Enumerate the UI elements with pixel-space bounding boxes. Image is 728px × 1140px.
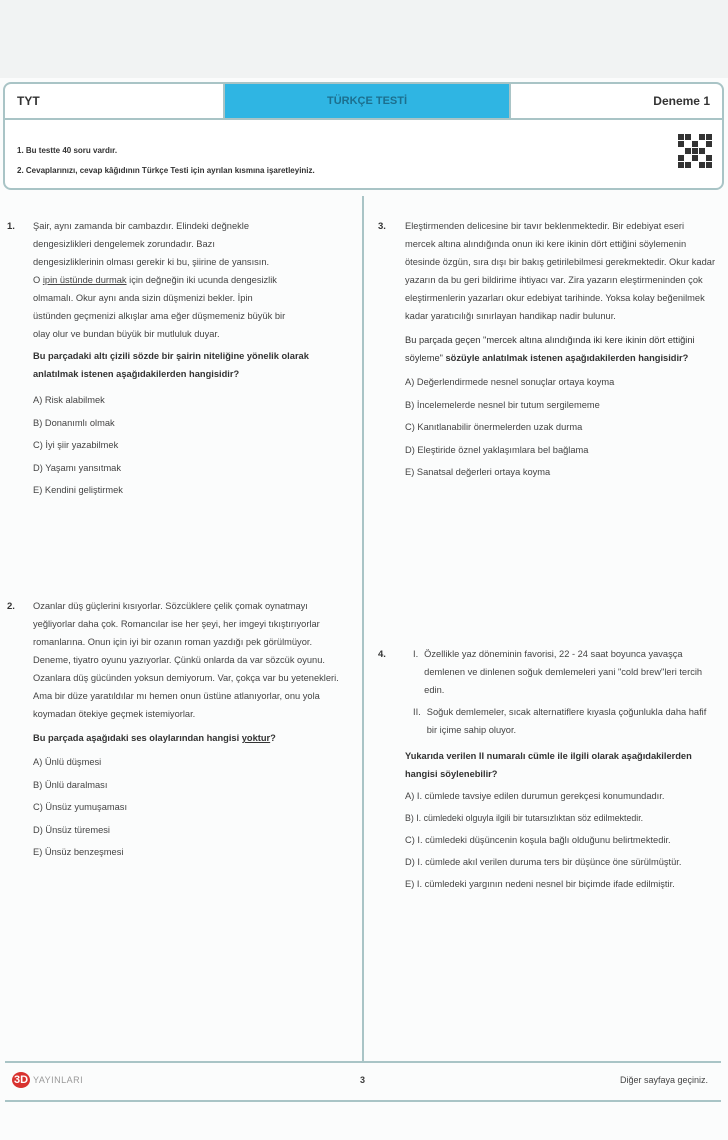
option-e[interactable]: E) Ünsüz benzeşmesi	[33, 847, 124, 857]
option-d[interactable]: D) I. cümlede akıl verilen duruma ters bir düşünce öne sürülmüştür.	[405, 857, 682, 867]
question-3	[405, 217, 717, 484]
passage-line: olay olur ve bundan büyük bir mutluluk duyar.	[33, 329, 220, 339]
statement-text: Özellikle yaz döneminin favorisi, 22 - 24 saat boyunca yavaşça demlenen ve dinlenen soğuk demlemeleri yani "cold brew"leri tercih edin.	[424, 649, 703, 695]
text: O	[33, 275, 43, 285]
passage-line: dengesizlikleri dengelemek zorundadır. Bazı	[33, 239, 215, 249]
test-title: TÜRKÇE TESTİ	[223, 84, 511, 118]
publisher-name: YAYINLARI	[33, 1075, 84, 1085]
text: Bu parçada aşağıdaki ses olaylarından hangisi	[33, 733, 242, 743]
option-c[interactable]: C) Ünsüz yumuşaması	[33, 802, 128, 812]
option-b[interactable]: B) Ünlü daralması	[33, 779, 108, 790]
option-a[interactable]: A) Ünlü düşmesi	[33, 757, 102, 767]
question-1	[33, 217, 353, 502]
statement-2	[413, 703, 718, 739]
page-number: 3	[360, 1075, 366, 1085]
header-row	[5, 84, 722, 120]
statement-text: Soğuk demlemeler, sıcak alternatiflere kıyasla çoğunlukla daha hafif bir içime sahip oluyor.	[426, 707, 707, 735]
passage-line: olmamalı. Okur aynı anda sizin düşmenizi bekler. İpin	[33, 293, 253, 303]
publisher-logo	[12, 1072, 83, 1088]
trial-number: Deneme 1	[653, 94, 710, 108]
question-2	[33, 597, 351, 864]
option-c[interactable]: C) I. cümledeki düşüncenin koşula bağlı olduğunu belirtmektedir.	[405, 835, 671, 845]
statement-1	[413, 645, 718, 699]
option-b[interactable]: B) I. cümledeki olguyla ilgili bir tutarsızlıktan söz edilmektedir.	[405, 813, 644, 823]
footer-top-rule	[5, 1061, 721, 1063]
underlined-word: yoktur	[241, 733, 271, 743]
passage-line	[33, 271, 353, 289]
passage-line: Şair, aynı zamanda bir cambazdır. Elindeki değnekle	[33, 221, 250, 231]
option-c[interactable]: C) İyi şiir yazabilmek	[33, 440, 119, 450]
option-d[interactable]: D) Eleştiride öznel yaklaşımlara bel bağlama	[405, 444, 589, 455]
option-d[interactable]: D) Ünsüz türemesi	[33, 824, 110, 835]
logo-mark: 3D	[13, 1074, 29, 1086]
question-stem	[33, 729, 351, 747]
statement-number: II.	[413, 707, 421, 717]
test-header	[3, 82, 724, 190]
passage: Ozanlar düş güçlerini kısıyorlar. Sözcüklere çelik çomak oynatmayı yeğliyorlar daha çok. Romancılar ise her şeyi, her imgeyi tıkıştırıyorlar romanlarına. Onun için iyi bir ozanın roman yazdığı pek görülmüyor. Deneme, tiyatro oyunu yazıyorlar. Çünkü onlarda da var sözcük oyunu. Ozanlara düş gücünden yoksun demiyorum. Var, çokça var bu yetenekleri. Ama bir düze yaratıldılar mı hemen onun üstüne atlanıyorlar, onu yola koymadan ötekiye geçmek istemiyorlar.	[33, 601, 339, 719]
column-divider	[362, 196, 364, 1062]
instruction-2: 2. Cevaplarınızı, cevap kâğıdının Türkçe Testi için ayrılan kısmına işaretleyiniz.	[17, 166, 315, 175]
option-e[interactable]: E) I. cümledeki yargının nedeni nesnel bir biçimde ifade edilmiştir.	[405, 879, 675, 889]
underlined-phrase: ipin üstünde durmak	[42, 275, 127, 285]
passage: Eleştirmenden delicesine bir tavır beklenmektedir. Bir edebiyat eseri mercek altına alındığında onun iki kere ikinin dört ettiğini söylemenin ötesinde özgün, sıra dışı bir bakış getirilebilmesi gerekmektedir. Okur kadar yazarın da bu geri bildirime ihtiyacı var. Zira yazarın eleştirmeninden çok eleştirmenlerin yazarları okur edebiyat tarihinde. Yoksa kolay beğenilmek kadar yaratıcılığı sınırlayan handikap nadir bulunur.	[405, 221, 716, 321]
exam-type: TYT	[17, 94, 40, 108]
passage-line: dengesizliklerinin olması gerekir ki bu, şiirine de yansısın.	[33, 257, 270, 267]
next-page-note: Diğer sayfaya geçiniz.	[619, 1075, 708, 1085]
quoted-phrase: Bu parçada geçen "mercek altına alındığında iki kere ikinin dört ettiğini söyleme"	[405, 335, 695, 363]
option-d[interactable]: D) Yaşamı yansıtmak	[33, 462, 122, 473]
text: ?	[270, 733, 276, 743]
question-number: 3.	[378, 221, 386, 232]
question-stem: Yukarıda verilen II numaralı cümle ile ilgili olarak aşağıdakilerden hangisi söylenebilir?	[405, 751, 692, 779]
question-4	[405, 645, 718, 894]
option-b[interactable]: B) Donanımlı olmak	[33, 417, 115, 428]
text: için değneğin iki ucunda dengesizlik	[126, 275, 277, 285]
option-a[interactable]: A) I. cümlede tavsiye edilen durumun gerekçesi konumundadır.	[405, 791, 665, 801]
statement-number: I.	[413, 649, 419, 659]
option-e[interactable]: E) Kendini geliştirmek	[33, 485, 123, 495]
instruction-1: 1. Bu testte 40 soru vardır.	[17, 146, 118, 155]
question-stem: Bu parçadaki altı çizili sözde bir şairin niteliğine yönelik olarak anlatılmak istenen aşağıdakilerden hangisidir?	[33, 351, 309, 379]
passage-line: üstünden geçmenizi alkışlar ama eğer düşmemeniz büyük bir	[33, 311, 286, 321]
footer-bottom-rule	[5, 1100, 721, 1102]
question-number: 1.	[7, 221, 15, 232]
question-number: 4.	[378, 649, 386, 660]
option-a[interactable]: A) Değerlendirmede nesnel sonuçlar ortaya koyma	[405, 377, 615, 387]
question-stem	[405, 331, 717, 367]
option-e[interactable]: E) Sanatsal değerleri ortaya koyma	[405, 467, 551, 477]
option-a[interactable]: A) Risk alabilmek	[33, 395, 105, 405]
option-c[interactable]: C) Kanıtlanabilir önermelerden uzak durma	[405, 422, 583, 432]
qr-code-icon	[678, 134, 712, 168]
option-b[interactable]: B) İncelemelerde nesnel bir tutum sergilememe	[405, 399, 600, 410]
text: sözüyle anlatılmak istenen aşağıdakilerden hangisidir?	[442, 353, 689, 363]
question-number: 2.	[7, 601, 15, 612]
